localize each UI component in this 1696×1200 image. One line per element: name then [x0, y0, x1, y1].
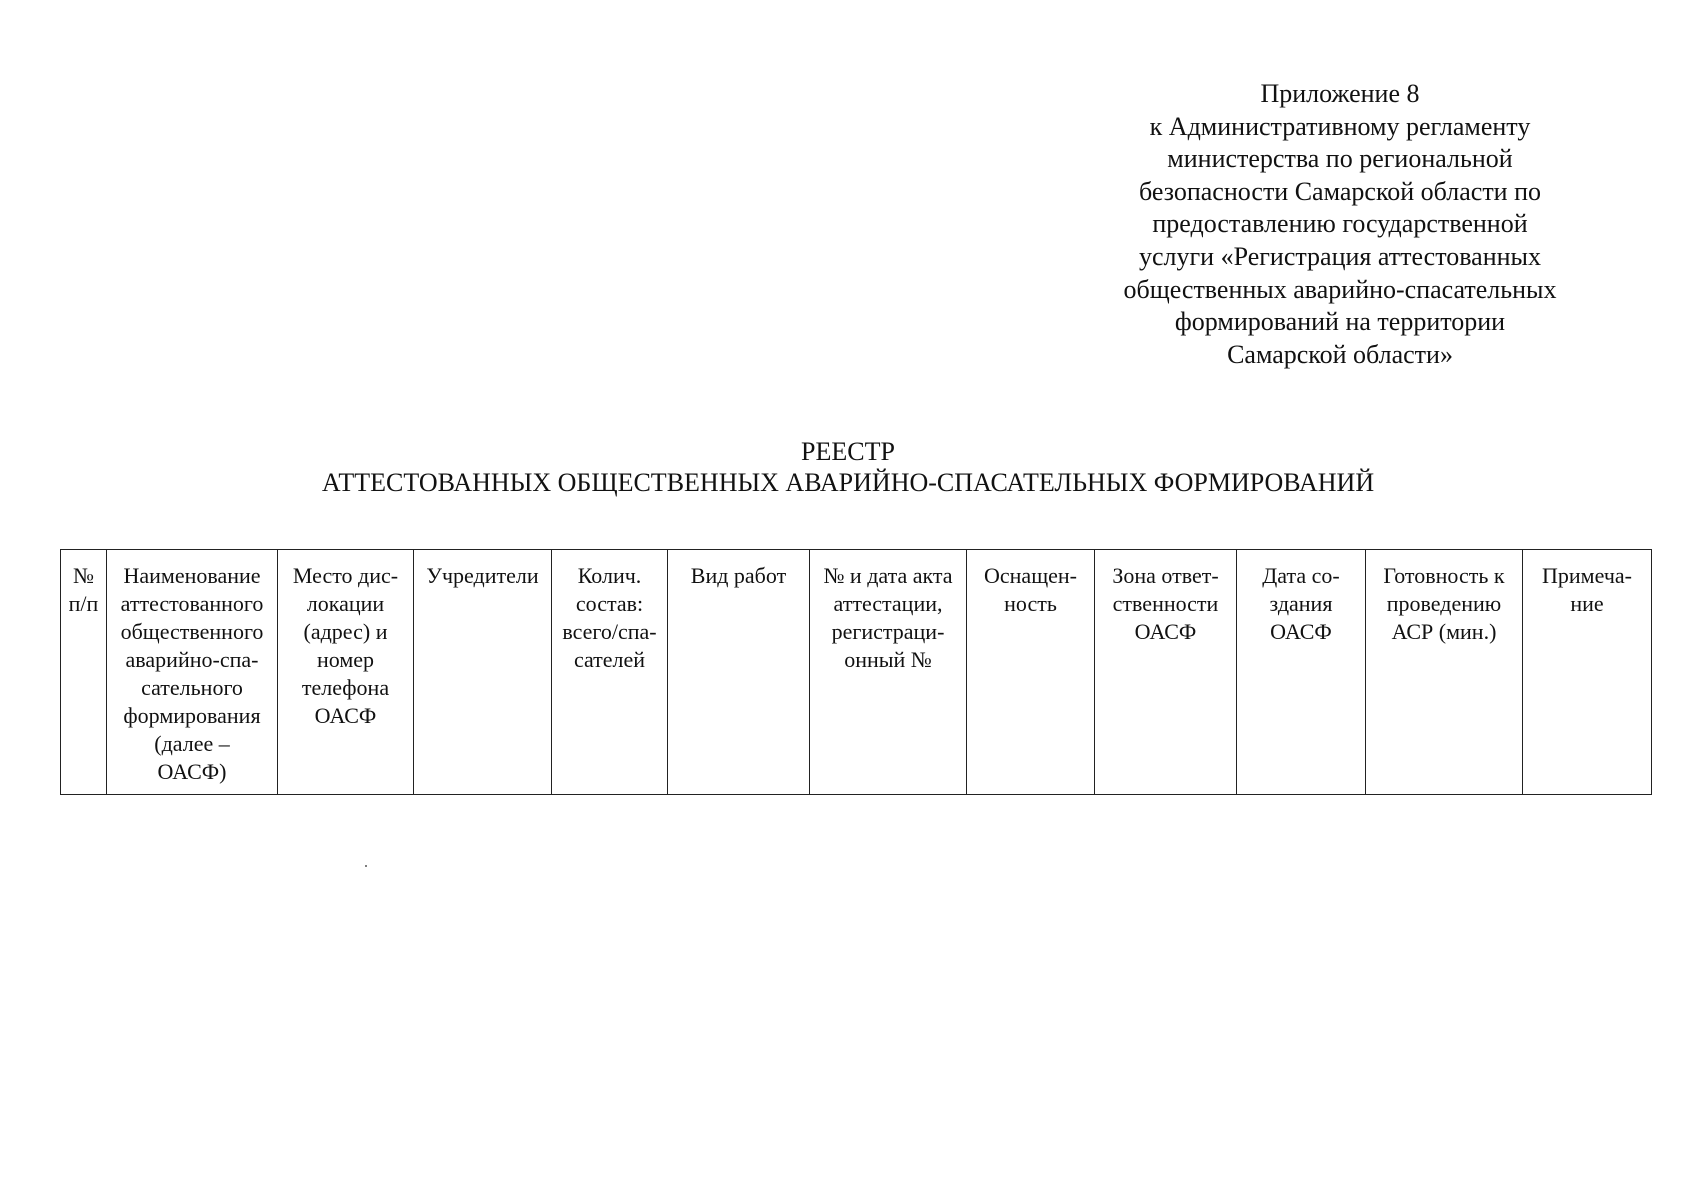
appendix-line: Приложение 8 [1260, 79, 1420, 108]
header-cell-readiness: Готовность к проведению АСР (мин.) [1366, 550, 1523, 795]
title-line-1: РЕЕСТР [801, 437, 895, 466]
title-line-2: АТТЕСТОВАННЫХ ОБЩЕСТВЕННЫХ АВАРИЙНО-СПАСАТЕЛЬНЫХ ФОРМИРОВАНИЙ [321, 468, 1375, 497]
appendix-line: общественных аварийно-спасательных [1123, 274, 1557, 304]
appendix-line: предоставлению государственной [1152, 209, 1528, 239]
document-title [0, 436, 1696, 498]
header-cell-notes: Примеча- ние [1523, 550, 1652, 795]
appendix-line: безопасности Самарской области по [1138, 176, 1542, 206]
header-cell-work-type: Вид работ [668, 550, 810, 795]
header-cell-staff-count: Колич. состав: всего/спа- сателей [552, 550, 668, 795]
header-cell-equipment: Оснащен- ность [967, 550, 1095, 795]
header-cell-responsibility-zone: Зона ответ- ственности ОАСФ [1095, 550, 1237, 795]
header-cell-name: Наименование аттестованного общественного аварийно-спа- сательного формирования (далее – ОАСФ) [107, 550, 278, 795]
appendix-line: формирований на территории [1174, 307, 1506, 337]
registry-table [60, 549, 1652, 795]
header-cell-creation-date: Дата со- здания ОАСФ [1237, 550, 1366, 795]
appendix-note [1100, 78, 1580, 371]
appendix-line: министерства по региональной [1167, 144, 1513, 174]
appendix-line: услуги «Регистрация аттестованных [1139, 241, 1541, 271]
header-cell-number: № п/п [61, 550, 107, 795]
scan-speck [365, 865, 367, 867]
appendix-line: Самарской области» [1227, 339, 1453, 369]
appendix-line: к Административному регламенту [1149, 111, 1531, 141]
header-cell-location: Место дис- локации (адрес) и номер телефона ОАСФ [278, 550, 414, 795]
header-cell-certification-act: № и дата акта аттестации, регистраци- онный № [810, 550, 967, 795]
header-cell-founders: Учредители [414, 550, 552, 795]
table-header-row [61, 550, 1652, 795]
